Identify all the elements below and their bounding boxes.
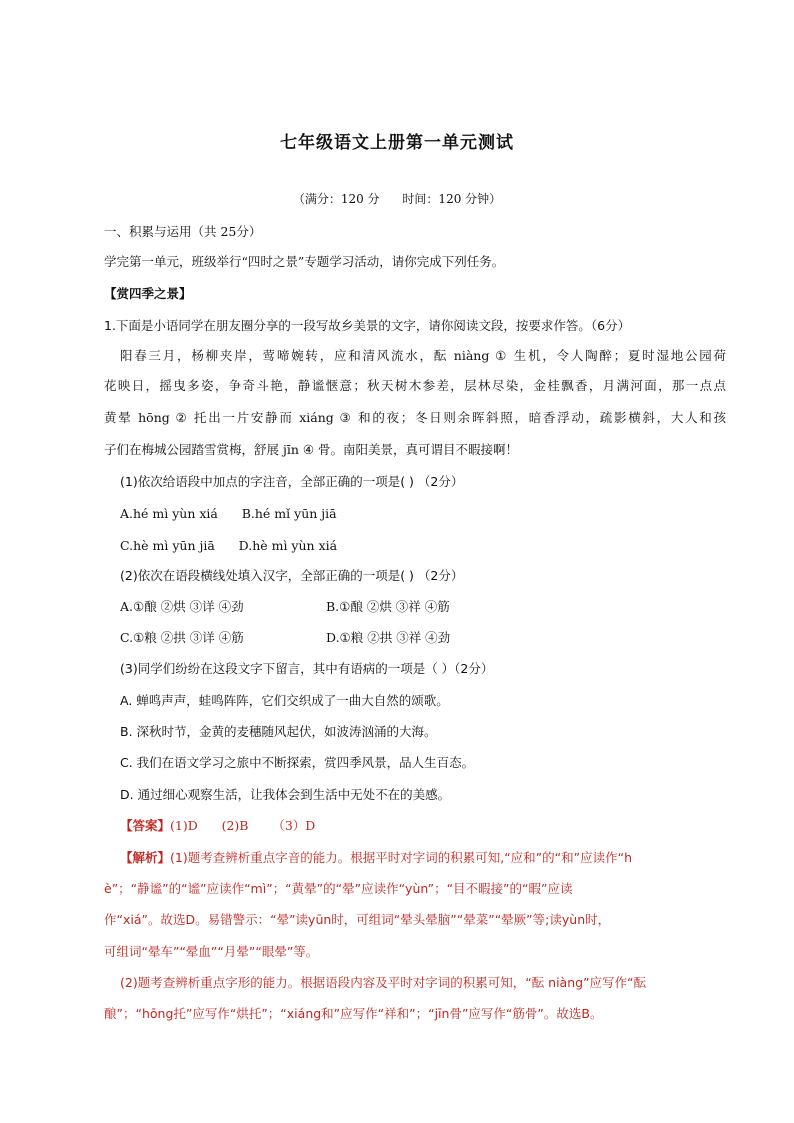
section-heading: 一、积累与运用（共 25分） <box>104 224 262 239</box>
option-line: C.hè mì yūn jiā D.hè mì yùn xiá <box>120 538 338 553</box>
analysis-line: 酿”；“hōng托”应写作“烘托”；“xiáng和”应写作“祥和”；“jīn骨”应写作“筋骨”。故选B。 <box>104 1006 603 1021</box>
option-line: A.hé mì yùn xiá B.hé mǐ yūn jiā <box>120 506 337 521</box>
answer-label: 【答案】 <box>120 818 171 833</box>
analysis-line: (2)题考查辨析重点字形的能力。根据语段内容及平时对字词的积累可知，“酝 niàng”应写作“酝 <box>120 975 647 990</box>
option-b: B. 深秋时节，金黄的麦穗随风起伏，如波涛汹涌的大海。 <box>120 724 437 739</box>
option-d: D. 通过细心观察生活，让我体会到生活中无处不在的美感。 <box>120 787 451 802</box>
analysis-text: (1)题考查辨析重点字音的能力。根据平时对字词的积累可知,“应和”的“和”应读作“h <box>170 850 632 865</box>
analysis-label: 【解析】 <box>120 850 171 865</box>
option-c: C. 我们在语文学习之旅中不断探索，赏四季风景，品人生百态。 <box>120 755 475 770</box>
question-1-1: (1)依次给语段中加点的字注音，全部正确的一项是( ) （2分） <box>120 474 464 489</box>
answer-line <box>120 818 742 833</box>
answer-text: (1)D (2)B （3）D <box>170 818 316 833</box>
subheading: 【赏四季之景】 <box>104 286 192 301</box>
option-a: A.①酿 ②烘 ③详 ④劲 <box>120 599 244 614</box>
analysis-line: è”；“静谧”的“谧”应读作“mì”；“黄晕”的“晕”应读作“yùn”；“目不暇接”的“暇”应读 <box>104 881 573 896</box>
passage-line: 黄晕 hōng ② 托出一片安静而 xiáng ③ 和的夜；冬日则余晖斜照，暗香浮动，疏影横斜，大人和孩 <box>104 410 726 425</box>
passage-line: 子们在梅城公园踏雪赏梅，舒展 jīn ④ 骨。南阳美景，真可谓目不暇接啊！ <box>104 442 519 457</box>
exam-meta: （满分：120 分 时间：120 分钟） <box>292 192 502 206</box>
question-1-3: (3)同学们纷纷在这段文字下留言，其中有语病的一项是（ ）（2分） <box>120 661 494 676</box>
question-1: 1.下面是小语同学在朋友圈分享的一段写故乡美景的文字，请你阅读文段，按要求作答。（6分） <box>104 318 631 333</box>
option-d: D.①粮 ②拱 ③祥 ④劲 <box>326 630 451 645</box>
passage-line: 花映日，摇曳多姿，争奇斗艳，静谧惬意；秋天树木参差，层林尽染，金桂飘香，月满河面，那一点点 <box>104 378 726 393</box>
question-1-2: (2)依次在语段横线处填入汉字，全部正确的一项是( ) （2分） <box>120 568 464 583</box>
option-a: A. 蝉鸣声声，蛙鸣阵阵，它们交织成了一曲大自然的颂歌。 <box>120 693 449 708</box>
passage-line: 阳春三月，杨柳夹岸，莺啼婉转，应和清风流水，酝 niàng ① 生机，令人陶醉；夏时湿地公园荷 <box>120 348 726 363</box>
page-title: 七年级语文上册第一单元测试 <box>280 133 514 153</box>
option-b: B.①酿 ②烘 ③祥 ④筋 <box>326 599 450 614</box>
analysis-line: 可组词“晕车”“晕血”“月晕”“眼晕”等。 <box>104 944 319 959</box>
intro-text: 学完第一单元，班级举行“四时之景”专题学习活动，请你完成下列任务。 <box>104 254 505 269</box>
analysis-line: 作“xiá”。故选D。易错警示：“晕”读yūn时，可组词“晕头晕脑”“晕菜”“晕厥”等;读yùn时， <box>104 912 611 927</box>
analysis-line <box>120 850 726 865</box>
option-c: C.①粮 ②拱 ③详 ④筋 <box>120 630 244 645</box>
